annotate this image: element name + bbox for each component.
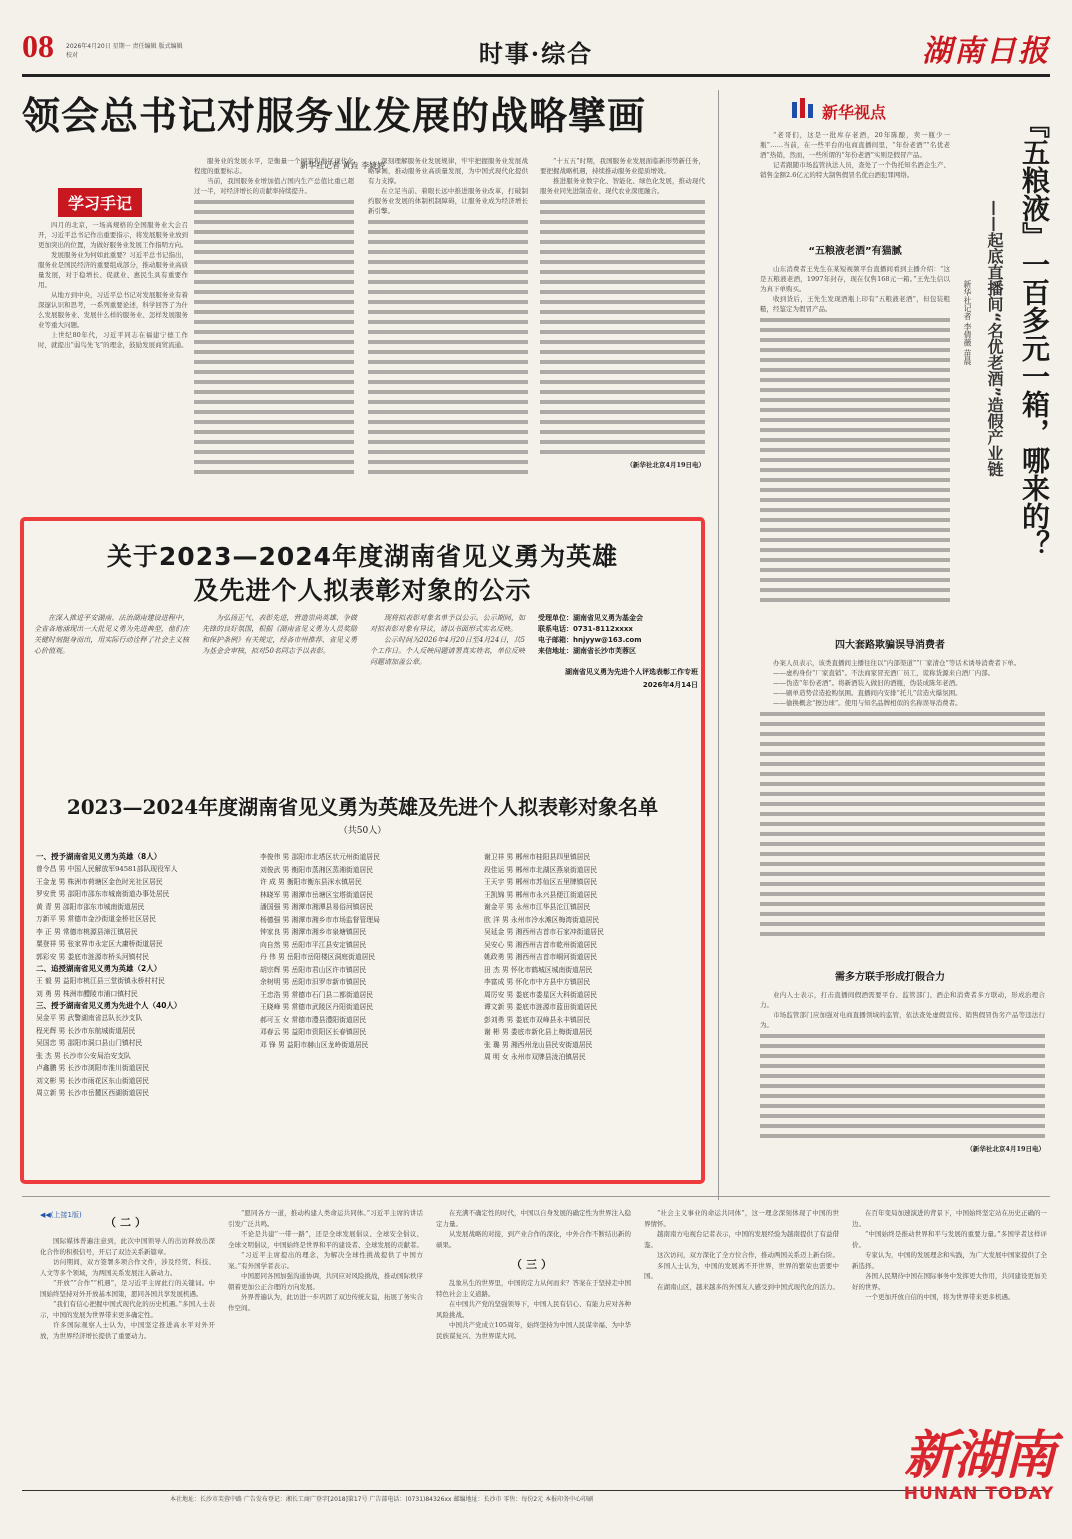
bottom-paragraph: “中国始终是推动世界和平与发展的重要力量。”多国学者这样评价。 bbox=[852, 1230, 1047, 1249]
honoree-list-count: （共50人） bbox=[338, 826, 387, 836]
main-byline: 新华社记者 黄垚 李婕婷 bbox=[300, 161, 386, 170]
sidebar-paragraph: 山东消费者王先生在某短视频平台直播间看到主播介绍：“这是五粮液老酒，1997年封存，现在仅售168元一箱。”王先生信以为真下单购买。 bbox=[760, 265, 950, 293]
honoree-row: 吴延金 男 湘西州吉首市石家冲街道居民 bbox=[484, 928, 604, 936]
main-paragraph: 在立足当前、着眼长远中推进服务业改革，打破制约服务业发展的体制机制障碍，让服务业成为经济增长新引擎。 bbox=[368, 187, 528, 215]
main-paragraph: 上世纪80年代，习近平同志在福建宁德工作时，就提出“弱鸟先飞”的理念，鼓励发展商贸流通。 bbox=[38, 331, 188, 349]
sidebar-text-block bbox=[760, 318, 950, 608]
bottom-paragraph: 国际媒体普遍注意到，此次中国领导人的出访释放出深化合作的积极信号，开启了双边关系新篇章。 bbox=[40, 1237, 215, 1256]
bottom-paragraph: 各国人民期待中国在国际事务中发挥更大作用，共同建设更加美好的世界。 bbox=[852, 1272, 1047, 1291]
honoree-row: 张 杰 男 长沙市公安局治安支队 bbox=[36, 1051, 131, 1060]
honoree-row: 彭刘勇 男 娄底市双峰县永丰镇居民 bbox=[484, 1015, 591, 1024]
section-title: 时事·综合 bbox=[478, 39, 594, 68]
main-paragraph: 服务业的发展水平，是衡量一个国家和地区现代化程度的重要标志。 bbox=[194, 157, 354, 175]
honoree-row: 曾令昌 男 中国人民解放军94581部队现役军人 bbox=[36, 865, 178, 873]
honoree-row: 王晓峰 男 常德市武陵区丹阳街道居民 bbox=[260, 1003, 374, 1011]
notice-col-1 bbox=[34, 613, 189, 657]
bottom-paragraph: “习近平主席提出的理念，为解决全球性挑战提供了中国方案。”有外国学者表示。 bbox=[228, 1251, 423, 1270]
sidebar-paragraph: 业内人士表示，打击直播间假酒需要平台、监管部门、酒企和消费者多方联动，形成治理合力。 bbox=[760, 991, 1045, 1009]
xinhua-logo-icon bbox=[790, 98, 816, 120]
bottom-paragraph: 乱象丛生的世界里，中国的定力从何而来？答案在于坚持走中国特色社会主义道路。 bbox=[436, 1279, 631, 1298]
honoree-row: 杨德强 男 湘潭市湘乡市市场监督管理局 bbox=[260, 915, 380, 924]
honoree-row: 邓 锋 男 益阳市赫山区龙岭街道居民 bbox=[260, 1040, 369, 1049]
header-rule bbox=[22, 74, 1050, 77]
notice-sign-org: 湖南省见义勇为先进个人评选表彰工作专班 bbox=[565, 668, 698, 676]
hunan-today-watermark bbox=[894, 1425, 1064, 1504]
bottom-paragraph: 不论是共建“一带一路”，还是全球发展倡议、全球安全倡议、全球文明倡议，中国始终是世界和平的建设者、全球发展的贡献者。 bbox=[228, 1230, 423, 1249]
bottom-paragraph: 多国人士认为，中国的发展离不开世界，世界的繁荣也需要中国。 bbox=[644, 1261, 839, 1280]
bottom-paragraph: 中国愿同各国加强沟通协调，共同应对风险挑战，推动国际秩序朝着更加公正合理的方向发展。 bbox=[228, 1272, 423, 1291]
notice-contact-org: 受理单位：湖南省见义勇为基金会 bbox=[538, 614, 643, 622]
bottom-paragraph: 越南南方电视台记者表示，中国的发展经验为越南提供了有益借鉴。 bbox=[644, 1230, 839, 1249]
honoree-category: 三、授予湖南省见义勇为先进个人（40人） bbox=[36, 1001, 182, 1010]
honoree-row: 胡宗辉 男 岳阳市君山区许市镇居民 bbox=[260, 965, 367, 974]
honoree-row: 卢鑫鹏 男 长沙市浏阳市淮川街道居民 bbox=[36, 1064, 150, 1072]
bottom-paragraph: “我们有信心把握中国式现代化的历史机遇。”多国人士表示，中国的发展为世界带来更多确定性。 bbox=[40, 1300, 215, 1319]
bottom-paragraph: 外界普遍认为，此访进一步巩固了双边传统友谊，拓展了务实合作空间。 bbox=[228, 1293, 423, 1312]
bottom-section-rule bbox=[22, 1196, 1050, 1197]
main-dateline: （新华社北京4月19日电） bbox=[626, 461, 705, 469]
honoree-row: 谭文新 男 娄底市涟源市蓝田街道居民 bbox=[484, 1003, 598, 1011]
honoree-row: 谢 彬 男 娄底市新化县上梅街道居民 bbox=[484, 1028, 593, 1036]
bottom-paragraph: 在中国共产党的坚强领导下，中国人民有信心、有能力应对各种风险挑战。 bbox=[436, 1300, 631, 1319]
sidebar-col-bottom bbox=[760, 990, 1045, 1155]
honoree-row: 刘文彬 男 长沙市雨花区东山街道居民 bbox=[36, 1076, 150, 1085]
notice-address: 来信地址：湖南省长沙市芙蓉区 bbox=[538, 647, 636, 655]
main-paragraph: “十五五”时期，我国服务业发展面临新形势新任务，要把握战略机遇，持续推动服务业提质增效。 bbox=[540, 157, 705, 175]
notice-title-line2: 及先进个人拟表彰对象的公示 bbox=[193, 576, 532, 605]
honoree-row: 余树明 男 岳阳市汨罗市新市镇居民 bbox=[260, 978, 367, 986]
sidebar-paragraph: 市场监管部门应加强对电商直播领域的监管，依法查处虚假宣传、销售假冒伪劣产品等违法行为。 bbox=[760, 1011, 1045, 1029]
notice-body bbox=[34, 613, 699, 773]
honoree-row: 林晓军 男 湘潭市岳塘区宝塔街道居民 bbox=[260, 890, 374, 899]
main-col-4 bbox=[540, 156, 705, 496]
main-col-3 bbox=[368, 156, 528, 491]
honoree-row: 吴金平 男 武警湖南省总队长沙支队 bbox=[36, 1014, 143, 1022]
page-header bbox=[0, 0, 1072, 84]
honoree-row: 田 杰 男 怀化市鹤城区城南街道居民 bbox=[484, 965, 593, 974]
section-two-head: （二） bbox=[105, 1216, 150, 1229]
bottom-paragraph: “社会主义事业的命运共同体”，这一理念深刻体现了中国的世界情怀。 bbox=[644, 1209, 839, 1228]
honoree-row: 罗安贵 男 邵阳市邵东市城南街道办事处居民 bbox=[36, 890, 170, 898]
honoree-row: 王凯锦 男 郴州市永兴县便江街道居民 bbox=[484, 890, 598, 899]
main-paragraph: 推进服务业数字化、智能化、绿色化发展，推动现代服务业同先进制造业、现代农业深度融合。 bbox=[540, 177, 705, 195]
bottom-paragraph: 一个更加开放自信的中国，将为世界带来更多机遇。 bbox=[865, 1293, 1015, 1301]
honoree-row: 吴国忠 男 邵阳市洞口县山门镇村民 bbox=[36, 1039, 143, 1047]
sidebar-dateline: （新华社北京4月19日电） bbox=[966, 1145, 1045, 1153]
bottom-col-5 bbox=[852, 1208, 1047, 1428]
sidebar-paragraph: ——刷单造势营造抢购氛围。直播间内安排“托儿”营造火爆氛围。 bbox=[773, 689, 962, 697]
honoree-row: 张 璐 男 湘西州龙山县民安街道居民 bbox=[484, 1040, 593, 1049]
sidebar-vertical-subtitle: ——起底直播间“名优老酒”造假产业链 bbox=[985, 200, 1004, 478]
public-notice-box bbox=[20, 517, 705, 1184]
honoree-row: 王忠浩 男 常德市石门县二都街道居民 bbox=[260, 990, 374, 999]
bottom-col-4 bbox=[644, 1208, 839, 1478]
main-paragraph: 从地方到中央，习近平总书记对发展服务业有着深邃认识和思考，一系列重要论述，科学回答了为什么发展服务业、发展什么样的服务业、怎样发展服务业等重大问题。 bbox=[38, 291, 188, 329]
main-paragraph: 四月的北京，一场高规格的全国服务业大会召开，习近平总书记作出重要指示，将发展服务业放到更加突出的位置，为做好服务业发展工作指明方向。 bbox=[38, 221, 188, 249]
honoree-row: 周 明 女 永州市双牌县泷泊镇居民 bbox=[484, 1053, 586, 1061]
honoree-row: 李俊伟 男 邵阳市北塔区状元州街道居民 bbox=[260, 853, 380, 861]
honoree-row: 刘 勇 男 株洲市醴陵市浦口镇村民 bbox=[36, 989, 138, 998]
sidebar-paragraph: ——伪造“年份老酒”。将新酒装入做旧的酒瓶，伪装成陈年老酒。 bbox=[773, 679, 962, 687]
header-meta: 2026年4月20日 星期一 责任编辑 版式编辑 校对 bbox=[66, 43, 183, 59]
continued-from-page-1: ◀◀(上接1版) bbox=[40, 1211, 82, 1219]
honoree-row: 周厉安 男 娄底市娄星区大科街道居民 bbox=[484, 990, 598, 999]
sidebar-paragraph: ——虚构身份“厂家直销”。不法商家冒充酒厂员工，谎称货源来自酒厂内部。 bbox=[773, 669, 995, 677]
honoree-list-col-3 bbox=[484, 851, 699, 1171]
honoree-row: 李富成 男 怀化市中方县中方镇居民 bbox=[484, 978, 591, 986]
main-col-1 bbox=[38, 220, 188, 500]
honoree-row: 邓春云 男 益阳市资阳区长春镇居民 bbox=[260, 1028, 367, 1036]
sidebar-subhead: “五粮液老酒”有猫腻 bbox=[808, 246, 902, 257]
watermark-subtext: HUNAN TODAY bbox=[903, 1484, 1055, 1504]
main-text-block bbox=[194, 200, 354, 480]
bottom-paragraph: 访问期间，双方签署多项合作文件，涉及经贸、科技、人文等多个领域，为两国关系发展注入新动力。 bbox=[40, 1258, 215, 1277]
honoree-row: 李 正 男 常德市桃源县漳江镇居民 bbox=[36, 927, 138, 936]
sidebar-paragraph: 记者跟随市场监管执法人员，查处了一个伪托知名酒企生产、销售金额2.6亿元的特大制售假冒名优白酒犯罪网络。 bbox=[760, 161, 950, 179]
notice-paragraph: 在深入推进平安湖南、法治湖南建设进程中，全省各地涌现出一大批见义勇为先进典型，他们在关键时刻挺身而出，用实际行动诠释了社会主义核心价值观。 bbox=[34, 614, 189, 655]
notice-col-2 bbox=[202, 613, 357, 657]
honoree-row: 钟家良 男 湘潭市湘乡市泉塘镇居民 bbox=[260, 928, 367, 936]
main-paragraph: 深刻理解服务业发展规律，牢牢把握服务业发展战略擘画，推动服务业高质量发展，为中国式现代化提供有力支撑。 bbox=[368, 157, 528, 185]
bottom-col-1 bbox=[40, 1208, 215, 1478]
honoree-category: 一、授予湖南省见义勇为英雄（8人） bbox=[36, 852, 162, 861]
honoree-row: 丹 伟 男 岳阳市岳阳楼区洞庭街道居民 bbox=[260, 953, 376, 961]
notice-phone: 联系电话：0731-8112xxxx bbox=[538, 625, 633, 633]
sidebar-text-block bbox=[760, 712, 1045, 942]
bottom-paragraph: “愿同各方一道，推动构建人类命运共同体。”习近平主席的讲话引发广泛共鸣。 bbox=[228, 1209, 423, 1228]
sidebar-vertical-headline: 『五粮液』一百多元一箱，哪来的？ bbox=[1018, 110, 1051, 558]
bottom-paragraph: 从发展战略的对接，到产业合作的深化，中外合作不断结出新的硕果。 bbox=[436, 1230, 631, 1249]
sidebar-paragraph: “老哥们，这是一批库存老酒，20年陈酿，卖一瓶少一瓶”……当前，在一些平台的电商直播间里，“年份老酒”“名优老酒”热销，然而，一些所谓的“年份老酒”实则是假冒产品。 bbox=[760, 131, 950, 159]
honoree-row: 吴安心 男 湘西州吉首市乾州街道居民 bbox=[484, 940, 598, 949]
section-three-head: （三） bbox=[511, 1258, 556, 1271]
notice-paragraph: 为弘扬正气、表彰先进，营造崇尚英雄、争做先锋的良好氛围，根据《湖南省见义勇为人员奖励和保护条例》有关规定，经各市州推荐、省见义勇为基金会审核，拟对50名同志予以表彰。 bbox=[202, 614, 357, 655]
notice-paragraph: 现将拟表彰对象名单予以公示。公示期间，如对拟表彰对象有异议，请以书面形式实名反映。 bbox=[370, 614, 525, 633]
honoree-row: 程光辉 男 长沙市东航城街道居民 bbox=[36, 1026, 136, 1035]
study-notes-tag: 学习手记 bbox=[58, 188, 142, 217]
watermark-logo-text: 新湖南 bbox=[903, 1425, 1054, 1486]
bottom-paragraph: 在充满不确定性的时代，中国以自身发展的确定性为世界注入稳定力量。 bbox=[436, 1209, 631, 1228]
main-paragraph: 当前，我国服务业增加值占国内生产总值比重已超过一半，对经济增长的贡献率持续提升。 bbox=[194, 177, 354, 195]
honoree-row: 姚政勇 男 湘西州吉首市峒河街道居民 bbox=[484, 953, 598, 961]
honoree-list-title: 2023—2024年度湖南省见义勇为英雄及先进个人拟表彰对象名单 bbox=[66, 795, 659, 819]
xinhua-viewpoint-title: 新华视点 bbox=[822, 103, 887, 122]
sidebar-subhead: 需多方联手形成打假合力 bbox=[835, 972, 945, 983]
honoree-row: 欧 洋 男 永州市冷水滩区梅湾街道居民 bbox=[484, 915, 600, 924]
bottom-paragraph: 中国共产党成立105周年，始终坚持为中国人民谋幸福、为中华民族谋复兴、为世界谋大同。 bbox=[436, 1321, 631, 1340]
column-divider bbox=[718, 90, 719, 1200]
honoree-list-col-2 bbox=[260, 851, 475, 1171]
bottom-col-2 bbox=[228, 1208, 423, 1478]
footer-text: 本社地址：长沙市芙蓉中路 广告发布登记：湘长工商广登字[2018]第17号 广告部电话：(0731)84326xx 邮编地址：长沙市 零售：每份2元 本报印务中心印刷 bbox=[170, 1496, 594, 1503]
honoree-row: 潘国强 男 湘潭市湘潭县易俗河镇居民 bbox=[260, 903, 374, 911]
sidebar-col-top bbox=[760, 130, 950, 230]
honoree-row: 向自然 男 岳阳市平江县安定镇居民 bbox=[260, 940, 367, 949]
bottom-paragraph: 这次访问，双方深化了全方位合作，推动两国关系迈上新台阶。 bbox=[657, 1251, 839, 1259]
honoree-list-col-1 bbox=[36, 851, 251, 1171]
honoree-row: 谢卫祥 男 郴州市桂阳县四里镇居民 bbox=[484, 853, 591, 861]
honoree-row: 谢金平 男 永州市江华县沱江镇居民 bbox=[484, 903, 591, 911]
honoree-row: 粟登祥 男 张家界市永定区大庸桥街道居民 bbox=[36, 940, 163, 948]
sidebar-col-lower bbox=[760, 658, 1045, 958]
notice-paragraph: 公示时间为2026年4月20日至4月24日，共5个工作日。个人反映问题请署真实姓名，单位反映问题请加盖公章。 bbox=[370, 636, 525, 666]
notice-email: 电子邮箱：hnjyyw@163.com bbox=[538, 636, 642, 644]
main-text-block bbox=[540, 200, 705, 460]
notice-col-3 bbox=[370, 613, 525, 668]
honoree-row: 许 成 男 衡阳市衡东县洣水镇居民 bbox=[260, 878, 362, 886]
sidebar-byline: 新华社记者 李倩薇 苗晨 bbox=[963, 280, 972, 366]
page-number: 08 bbox=[22, 28, 54, 64]
honoree-row: 王天宇 男 郴州市苏仙区五里牌镇居民 bbox=[484, 878, 598, 886]
honoree-row: 万新平 男 常德市金沙街道金桥社区居民 bbox=[36, 915, 156, 923]
honoree-row: 郭彩安 男 娄底市涟源市桥头河镇村民 bbox=[36, 952, 150, 961]
honoree-row: 王金龙 男 株洲市荷塘区金色时光社区居民 bbox=[36, 877, 163, 886]
notice-col-4 bbox=[538, 613, 698, 691]
bottom-paragraph: “开放”“合作”“机遇”，是习近平主席此行的关键词。中国始终坚持对外开放基本国策，愿同各国共享发展机遇。 bbox=[40, 1279, 215, 1298]
honoree-row: 周立新 男 长沙市岳麓区西湖街道居民 bbox=[36, 1089, 150, 1097]
sidebar-paragraph: 办案人员表示，该类直播间主播往往以“内部渠道”“厂家清仓”等话术诱导消费者下单。 bbox=[773, 659, 1021, 667]
bottom-col-3 bbox=[436, 1208, 631, 1478]
honoree-row: 段佳运 男 郴州市北湖区燕泉街道居民 bbox=[484, 865, 598, 874]
bottom-paragraph: 许多国际观察人士认为，中国坚定推进高水平对外开放，为世界经济增长提供了重要动力。 bbox=[40, 1321, 215, 1340]
honoree-row: 郝可玉 女 常德市澧县澧阳街道居民 bbox=[260, 1015, 367, 1024]
main-paragraph: 发展服务业为何如此重要？习近平总书记指出，服务业是国民经济的重要组成部分，推动服务业高质量发展，对于稳增长、促就业、惠民生具有重要作用。 bbox=[38, 251, 188, 289]
notice-title-line1: 关于2023—2024年度湖南省见义勇为英雄 bbox=[106, 542, 619, 571]
notice-sign-date: 2026年4月14日 bbox=[642, 681, 698, 689]
bottom-paragraph: 专家认为，中国的发展理念和实践，为广大发展中国家提供了全新选择。 bbox=[852, 1251, 1047, 1270]
honoree-category: 二、追授湖南省见义勇为英雄（2人） bbox=[36, 964, 162, 973]
sidebar-paragraph: 收到货后，王先生发现酒瓶上印有“五粮液老酒”，但包装粗糙，经鉴定为假冒产品。 bbox=[760, 295, 950, 313]
honoree-row: 黄 青 男 邵阳市邵东市城南街道居民 bbox=[36, 902, 145, 911]
sidebar-paragraph: ——偷换概念“擦边球”。使用与知名品牌相似的名称误导消费者。 bbox=[773, 699, 962, 707]
main-headline: 领会总书记对服务业发展的战略擘画 bbox=[22, 94, 647, 138]
sidebar-subhead: 四大套路欺骗误导消费者 bbox=[835, 640, 945, 651]
sidebar-col-mid bbox=[760, 264, 950, 624]
main-text-block bbox=[368, 220, 528, 480]
honoree-row: 刘俊武 男 衡阳市蒸湘区蒸湘街道居民 bbox=[260, 865, 374, 874]
bottom-paragraph: 在百年变局加速演进的背景下，中国始终坚定站在历史正确的一边。 bbox=[852, 1209, 1047, 1228]
honoree-row: 王 毅 男 益阳市桃江县三堂街镇永桥村村民 bbox=[36, 977, 165, 985]
masthead-logo: 湖南日报 bbox=[922, 34, 1050, 69]
main-col-2 bbox=[194, 156, 354, 501]
bottom-paragraph: 在湖南山区，越来越多的外国友人感受到中国式现代化的活力。 bbox=[657, 1282, 839, 1291]
sidebar-text-block bbox=[760, 1034, 1045, 1144]
